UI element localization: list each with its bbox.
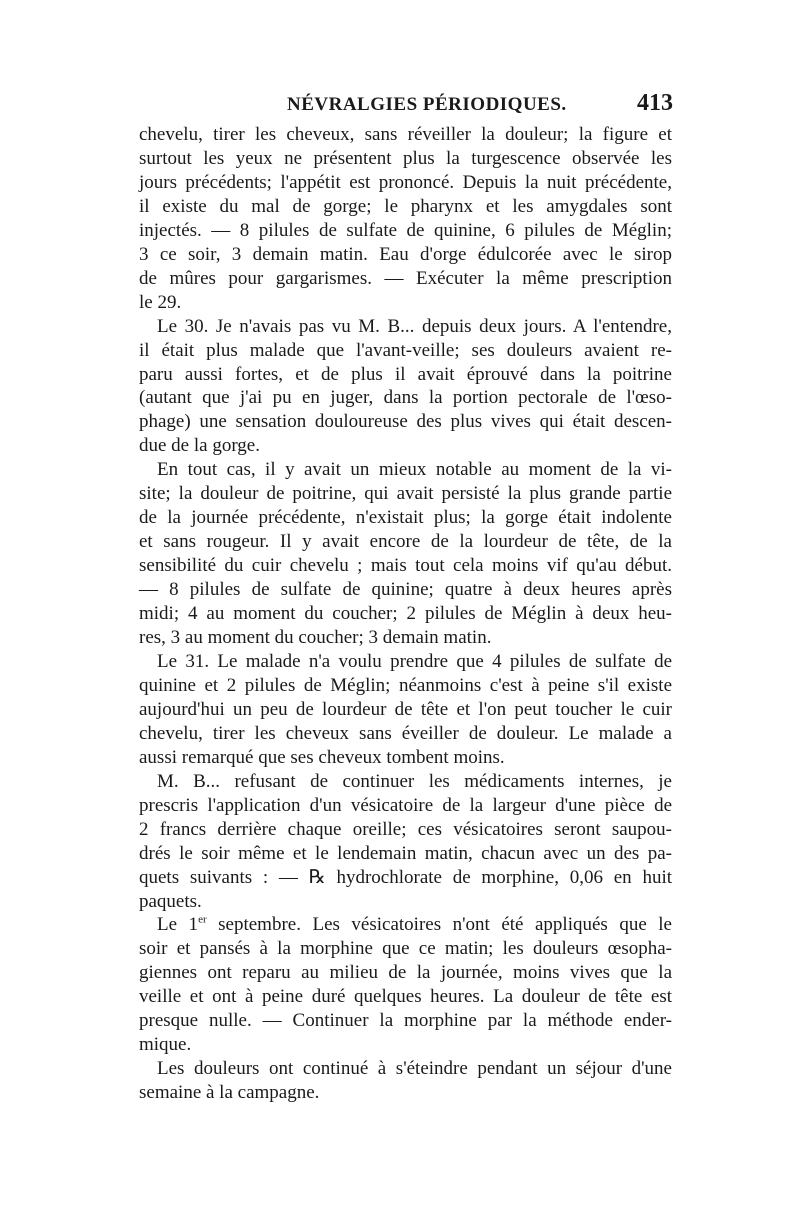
text-line: 2 francs derrière chaque oreille; ces vésicatoires seront saupou-: [139, 818, 672, 840]
text-line: prescris l'application d'un vésicatoire de la largeur d'une pièce de: [139, 794, 672, 816]
text-line: aussi remarqué que ses cheveux tombent moins.: [139, 746, 505, 768]
text-line: paquets.: [139, 890, 202, 912]
body-text: [139, 123, 672, 1105]
text-line: il existe du mal de gorge; le pharynx et les amygdales sont: [139, 195, 672, 217]
text-line: et sans rougeur. Il y avait encore de la lourdeur de tête, de la: [139, 531, 672, 553]
text-line: de la journée précédente, n'existait plus; la gorge était indolente: [139, 507, 672, 529]
text-line: il était plus malade que l'avant-veille; ses douleurs avaient re-: [139, 339, 672, 361]
text-line: — 8 pilules de sulfate de quinine; quatre à deux heures après: [139, 579, 672, 601]
text-line: de mûres pour gargarismes. — Exécuter la même prescription: [139, 267, 672, 289]
running-head: [139, 90, 673, 120]
text-line: 3 ce soir, 3 demain matin. Eau d'orge édulcorée avec le sirop: [139, 243, 672, 265]
text-line: sensibilité du cuir chevelu ; mais tout cela moins vif qu'au début.: [139, 555, 672, 577]
text-line: En tout cas, il y avait un mieux notable au moment de la vi-: [157, 459, 672, 481]
text-line: semaine à la campagne.: [139, 1082, 320, 1104]
running-title: NÉVRALGIES PÉRIODIQUES.: [287, 94, 567, 115]
text-line: jours précédents; l'appétit est prononcé. Depuis la nuit précédente,: [139, 171, 672, 193]
text-line: midi; 4 au moment du coucher; 2 pilules de Méglin à deux heu-: [139, 603, 672, 625]
text-line: Le 30. Je n'avais pas vu M. B... depuis deux jours. A l'entendre,: [157, 315, 672, 337]
text-line: res, 3 au moment du coucher; 3 demain matin.: [139, 627, 492, 649]
text-line: surtout les yeux ne présentent plus la turgescence observée les: [139, 147, 672, 169]
text-line: chevelu, tirer les cheveux, sans réveiller la douleur; la figure et: [139, 124, 672, 145]
text-line: quinine et 2 pilules de Méglin; néanmoins c'est à peine s'il existe: [139, 674, 672, 696]
text-line: drés le soir même et le lendemain matin, chacun avec un des pa-: [139, 842, 672, 864]
text-line: phage) une sensation douloureuse des plus vives qui était descen-: [139, 411, 672, 433]
text-line: chevelu, tirer les cheveux sans éveiller de douleur. Le malade a: [139, 722, 672, 744]
text-line: paru aussi fortes, et de plus il avait éprouvé dans la poitrine: [139, 363, 672, 385]
text-line: injectés. — 8 pilules de sulfate de quinine, 6 pilules de Méglin;: [139, 219, 672, 241]
text-line: due de la gorge.: [139, 435, 260, 457]
text-line: soir et pansés à la morphine que ce matin; les douleurs œsopha-: [139, 938, 672, 960]
text-line: M. B... refusant de continuer les médicaments internes, je: [157, 770, 672, 792]
text-line: mique.: [139, 1034, 192, 1056]
text-line: quets suivants : — ℞ hydrochlorate de morphine, 0,06 en huit: [139, 866, 672, 888]
text-line: presque nulle. — Continuer la morphine par la méthode ender-: [139, 1010, 672, 1032]
text-line: veille et ont à peine duré quelques heures. La douleur de tête est: [139, 986, 672, 1008]
text-line: Le 31. Le malade n'a voulu prendre que 4 pilules de sulfate de: [157, 650, 672, 672]
text-line: Les douleurs ont continué à s'éteindre pendant un séjour d'une: [157, 1058, 672, 1080]
text-line: le 29.: [139, 291, 182, 313]
page-number: 413: [637, 90, 673, 116]
text-line: (autant que j'ai pu en juger, dans la portion pectorale de l'œso-: [139, 387, 672, 409]
text-line: giennes ont reparu au milieu de la journée, moins vives que la: [139, 962, 672, 984]
text-line: Le 1er septembre. Les vésicatoires n'ont été appliqués que le: [157, 914, 672, 936]
text-line: site; la douleur de poitrine, qui avait persisté la plus grande partie: [139, 483, 672, 505]
text-line: aujourd'hui un peu de lourdeur de tête et l'on peut toucher le cuir: [139, 698, 672, 720]
